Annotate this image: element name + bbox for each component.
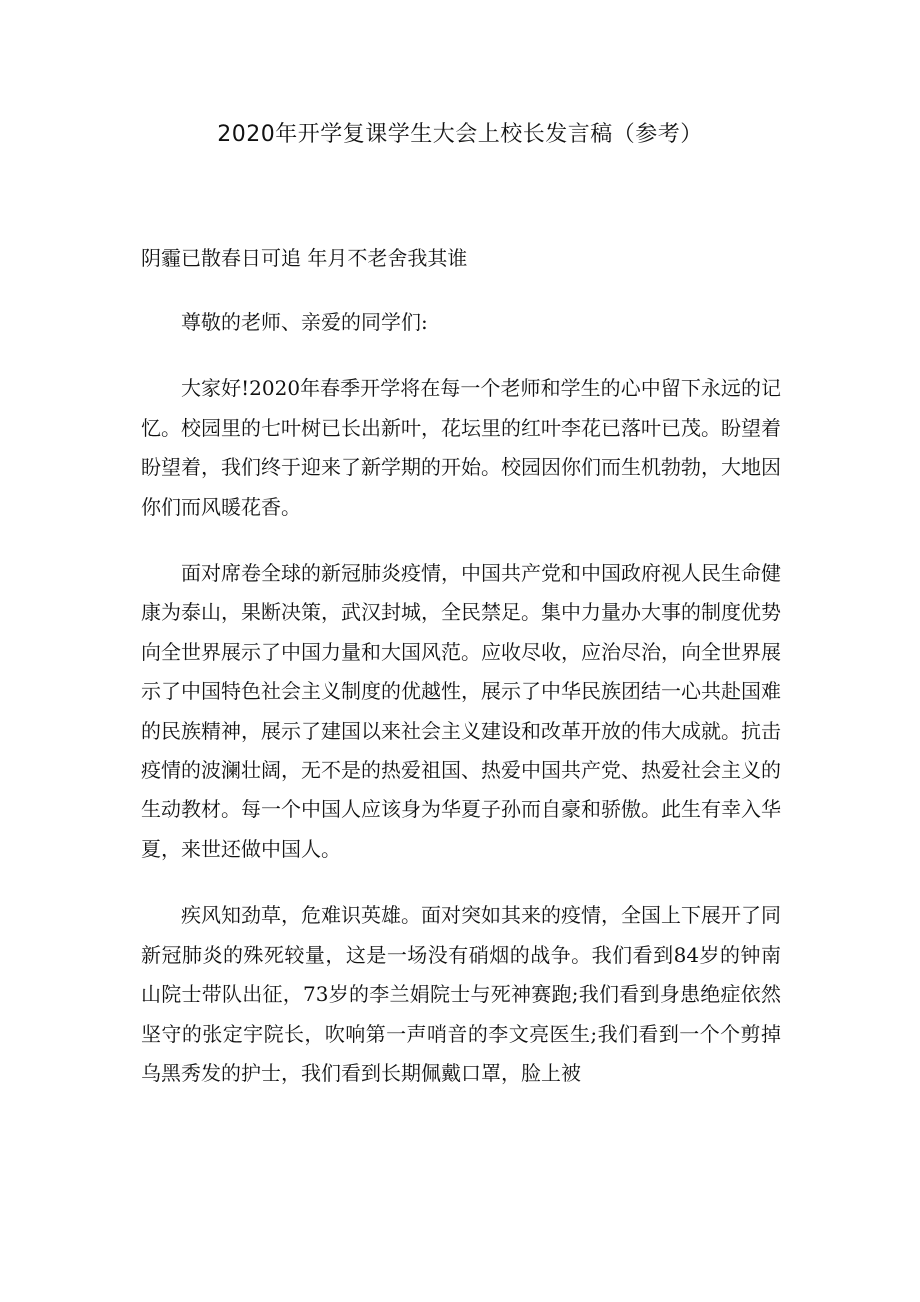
salutation-paragraph: 尊敬的老师、亲爱的同学们: xyxy=(181,310,428,334)
document-subtitle: 阴霾已散春日可追 年月不老舍我其谁 xyxy=(141,246,468,270)
body-paragraph: 面对席卷全球的新冠肺炎疫情，中国共产党和中国政府视人民生命健康为泰山，果断决策，武汉封城，全民禁足。集中力量办大事的制度优势向全世界展示了中国力量和大国风范。应收尽收，应治尽治，向全世界展示了中国特色社会主义制度的优越性，展示了中华民族团结一心共赴国难的民族精神，展示了建国以来社会主义建设和改革开放的伟大成就。抗击疫情的波澜壮阔，无不是的热爱祖国、热爱中国共产党、热爱社会主义的生动教材。每一个中国人应该身为华夏子孙而自豪和骄傲。此生有幸入华夏，来世还做中国人。 xyxy=(141,561,781,861)
document-body xyxy=(141,303,781,1120)
body-paragraph: 疾风知劲草，危难识英雄。面对突如其来的疫情，全国上下展开了同新冠肺炎的殊死较量，这是一场没有硝烟的战争。我们看到84岁的钟南山院士带队出征，73岁的李兰娟院士与死神赛跑;我们看到身患绝症依然坚守的张定宇院长，吹响第一声哨音的李文亮医生;我们看到一个个剪掉乌黑秀发的护士，我们看到长期佩戴口罩，脸上被 xyxy=(141,903,781,1085)
body-paragraph: 大家好!2020年春季开学将在每一个老师和学生的心中留下永远的记忆。校园里的七叶树已长出新叶，花坛里的红叶李花已落叶已茂。盼望着盼望着，我们终于迎来了新学期的开始。校园因你们而生机勃勃，大地因你们而风暖花香。 xyxy=(141,376,781,519)
document-title: 2020年开学复课学生大会上校长发言稿（参考） xyxy=(217,122,703,147)
